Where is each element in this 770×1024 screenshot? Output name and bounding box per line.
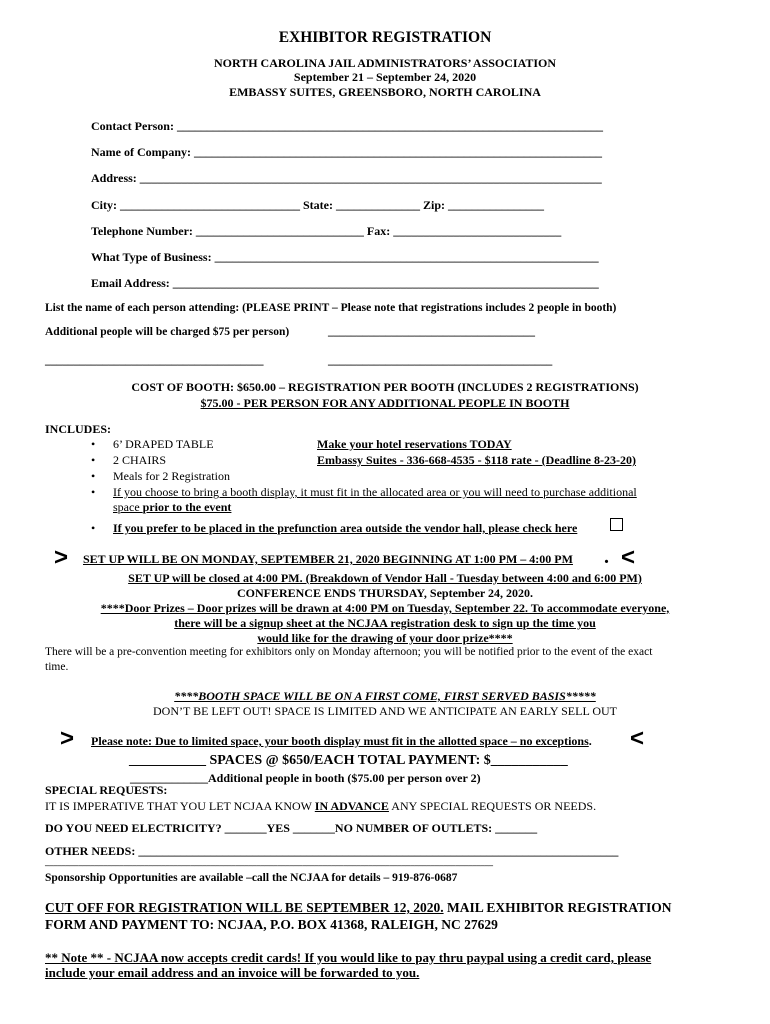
credit-card-note-cont: include your email address and an invoice will be forwarded to you. (45, 965, 420, 980)
booth-display-note-cont: space prior to the event (113, 500, 232, 514)
company-name-field[interactable]: Name of Company: ____________________________________________________________________ (91, 145, 602, 159)
city-state-zip-field[interactable]: City: ______________________________ State: ______________ Zip: ________________ (91, 198, 544, 212)
first-come-notice: ****BOOTH SPACE WILL BE ON A FIRST COME, FIRST SERVED BASIS***** (174, 689, 596, 703)
special-requests-heading: SPECIAL REQUESTS: (45, 783, 168, 797)
setup-closing: SET UP will be closed at 4:00 PM. (Breakdown of Vendor Hall - Tuesday between 4:00 and 6:00 PM) (128, 571, 642, 585)
additional-people-note: Additional people will be charged $75 per person) (45, 326, 290, 338)
email-field[interactable]: Email Address: _______________________________________________________________________ (91, 276, 599, 290)
includes-heading: INCLUDES: (45, 422, 112, 436)
hotel-reservation-heading: Make your hotel reservations TODAY (317, 437, 512, 451)
include-item: Meals for 2 Registration (113, 469, 230, 483)
attendee-name-line[interactable]: _______________________________________ (328, 355, 553, 367)
contact-person-field[interactable]: Contact Person: _______________________________________________________________________ (91, 119, 603, 133)
bullet: • (91, 437, 96, 451)
bullet: • (91, 453, 96, 467)
conference-end: CONFERENCE ENDS THURSDAY, September 24, 2020. (236, 586, 534, 600)
bullet: • (91, 485, 96, 499)
include-item: 2 CHAIRS (113, 453, 167, 467)
booth-cost: COST OF BOOTH: $650.00 – REGISTRATION PER BOOTH (INCLUDES 2 REGISTRATIONS) (131, 380, 639, 394)
other-needs-field[interactable]: OTHER NEEDS: ________________________________________________________________________________ (45, 844, 619, 858)
additional-person-cost: $75.00 - PER PERSON FOR ANY ADDITIONAL PEOPLE IN BOOTH (200, 396, 570, 410)
address-field[interactable]: Address: _____________________________________________________________________________ (91, 171, 602, 185)
prefunction-checkbox[interactable] (610, 518, 623, 531)
pre-convention-note: There will be a pre-convention meeting for exhibitors only on Monday afternoon; you will be notified prior to the event of the exact (45, 646, 653, 658)
event-venue: EMBASSY SUITES, GREENSBORO, NORTH CAROLINA (229, 85, 541, 99)
electricity-field[interactable]: DO YOU NEED ELECTRICITY? _______YES _______NO NUMBER OF OUTLETS: _______ (45, 821, 538, 835)
attendee-name-line[interactable]: ______________________________________ (45, 355, 264, 367)
attendee-name-line[interactable]: ____________________________________ (328, 326, 535, 338)
door-prizes-cont: there will be a signup sheet at the NCJAA registration desk to sign up the time you (174, 616, 596, 630)
right-arrow-icon: > (60, 725, 75, 752)
registration-cutoff: CUT OFF FOR REGISTRATION WILL BE SEPTEMBER 12, 2020. MAIL EXHIBITOR REGISTRATION (45, 900, 672, 915)
hotel-reservation-details: Embassy Suites - 336-668-4535 - $118 rate - (Deadline 8-23-20) (317, 453, 636, 467)
business-type-field[interactable]: What Type of Business: ________________________________________________________________ (91, 250, 599, 264)
spaces-total-payment[interactable]: ___________ SPACES @ $650/EACH TOTAL PAYMENT: $___________ (129, 753, 568, 768)
limited-space-notice: DON’T BE LEFT OUT! SPACE IS LIMITED AND WE ANTICIPATE AN EARLY SELL OUT (152, 704, 618, 718)
bullet: • (91, 521, 96, 535)
door-prizes-end: would like for the drawing of your door prize**** (257, 631, 513, 645)
association-name: NORTH CAROLINA JAIL ADMINISTRATORS’ ASSOCIATION (213, 56, 557, 70)
additional-people-field[interactable]: _____________Additional people in booth ($75.00 per person over 2) (130, 771, 481, 785)
right-arrow-icon: > (54, 544, 69, 571)
sponsorship-note: Sponsorship Opportunities are available –call the NCJAA for details – 919-876-0687 (45, 872, 458, 884)
special-requests-note: IT IS IMPERATIVE THAT YOU LET NCJAA KNOW IN ADVANCE ANY SPECIAL REQUESTS OR NEEDS. (45, 799, 597, 813)
include-item: 6’ DRAPED TABLE (113, 437, 214, 451)
mailing-address: FORM AND PAYMENT TO: NCJAA, P.O. BOX 41368, RALEIGH, NC 27629 (45, 917, 498, 932)
left-arrow-icon: < (621, 544, 636, 571)
attendees-instructions: List the name of each person attending: (PLEASE PRINT – Please note that registrations includes 2 people in booth) (45, 302, 617, 314)
credit-card-note: ** Note ** - NCJAA now accepts credit cards! If you would like to pay thru paypal using a credit card, please (45, 950, 652, 965)
booth-display-note: If you choose to bring a booth display, it must fit in the allocated area or you will need to purchase additional (113, 485, 637, 499)
booth-size-note: Please note: Due to limited space, your booth display must fit in the allotted space – no exceptions. (91, 734, 592, 748)
pre-convention-note-cont: time. (45, 661, 69, 673)
door-prizes: ****Door Prizes – Door prizes will be drawn at 4:00 PM on Tuesday, September 22. To accommodate everyone, (100, 601, 670, 615)
telephone-fax-field[interactable]: Telephone Number: ____________________________ Fax: ____________________________ (91, 224, 562, 238)
setup-schedule: SET UP WILL BE ON MONDAY, SEPTEMBER 21, 2020 BEGINNING AT 1:00 PM – 4:00 PM (83, 552, 573, 566)
other-needs-line[interactable]: ____________________________________________________________________________________________________________ (45, 858, 494, 867)
bullet: • (91, 469, 96, 483)
bullet-dot: . (604, 546, 609, 568)
prefunction-request: If you prefer to be placed in the prefunction area outside the vendor hall, please check here (113, 521, 578, 535)
left-arrow-icon: < (630, 725, 645, 752)
page-title: EXHIBITOR REGISTRATION (278, 29, 492, 46)
event-dates: September 21 – September 24, 2020 (293, 70, 477, 84)
